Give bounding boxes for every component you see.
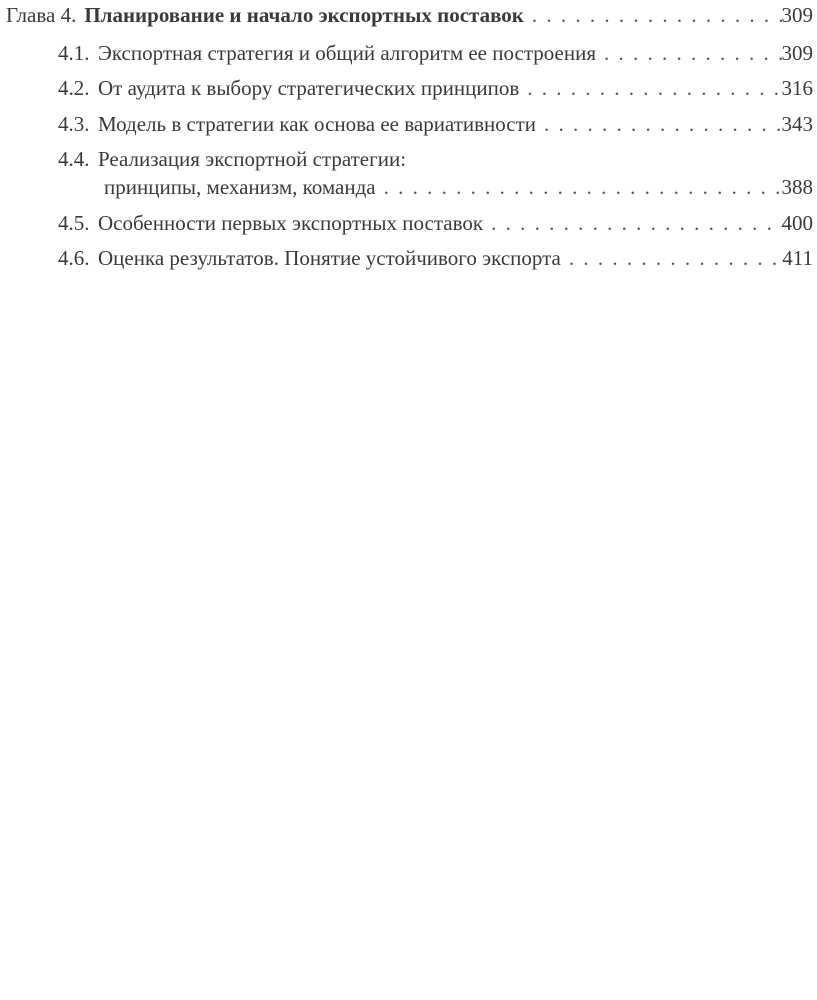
toc-section-row-continuation[interactable]	[0, 172, 813, 202]
toc-section-row[interactable]	[0, 144, 813, 174]
page-number: 309	[781, 3, 813, 27]
chapter-title: Планирование и начало экспортных поставок	[84, 3, 524, 27]
section-title: Особенности первых экспортных поставок	[98, 211, 484, 235]
section-title: От аудита к выбору стратегических принципов	[98, 76, 520, 100]
section-title: Реализация экспортной стратегии:	[98, 147, 407, 171]
dot-leader	[524, 0, 782, 30]
dot-leader	[561, 243, 782, 273]
dot-leader	[596, 38, 782, 68]
section-title: Модель в стратегии как основа ее вариативности	[98, 112, 537, 136]
toc-section-row[interactable]	[0, 208, 813, 238]
toc-section-row[interactable]	[0, 38, 813, 68]
section-number: 4.5.	[58, 211, 90, 235]
toc-chapter-row[interactable]	[0, 0, 813, 30]
toc-section-row[interactable]	[0, 109, 813, 139]
page-number: 400	[781, 211, 813, 235]
dot-leader	[519, 73, 781, 103]
page-number: 411	[782, 246, 813, 270]
toc-section-row[interactable]	[0, 243, 813, 273]
chapter-label: Глава 4.	[6, 3, 77, 27]
section-title: Оценка результатов. Понятие устойчивого экспорта	[98, 246, 561, 270]
section-title: Экспортная стратегия и общий алгоритм ее построения	[98, 41, 596, 65]
dot-leader	[376, 172, 782, 202]
section-number: 4.3.	[58, 112, 90, 136]
dot-leader	[483, 208, 781, 238]
section-number: 4.6.	[58, 246, 90, 270]
dot-leader	[536, 109, 781, 139]
page-number: 388	[781, 175, 813, 199]
page-number: 343	[781, 112, 813, 136]
page-number: 309	[781, 41, 813, 65]
section-number: 4.2.	[58, 76, 90, 100]
toc-section-row[interactable]	[0, 73, 813, 103]
section-number: 4.1.	[58, 41, 90, 65]
page-number: 316	[781, 76, 813, 100]
section-number: 4.4.	[58, 147, 90, 171]
section-title-continuation: принципы, механизм, команда	[104, 175, 376, 199]
